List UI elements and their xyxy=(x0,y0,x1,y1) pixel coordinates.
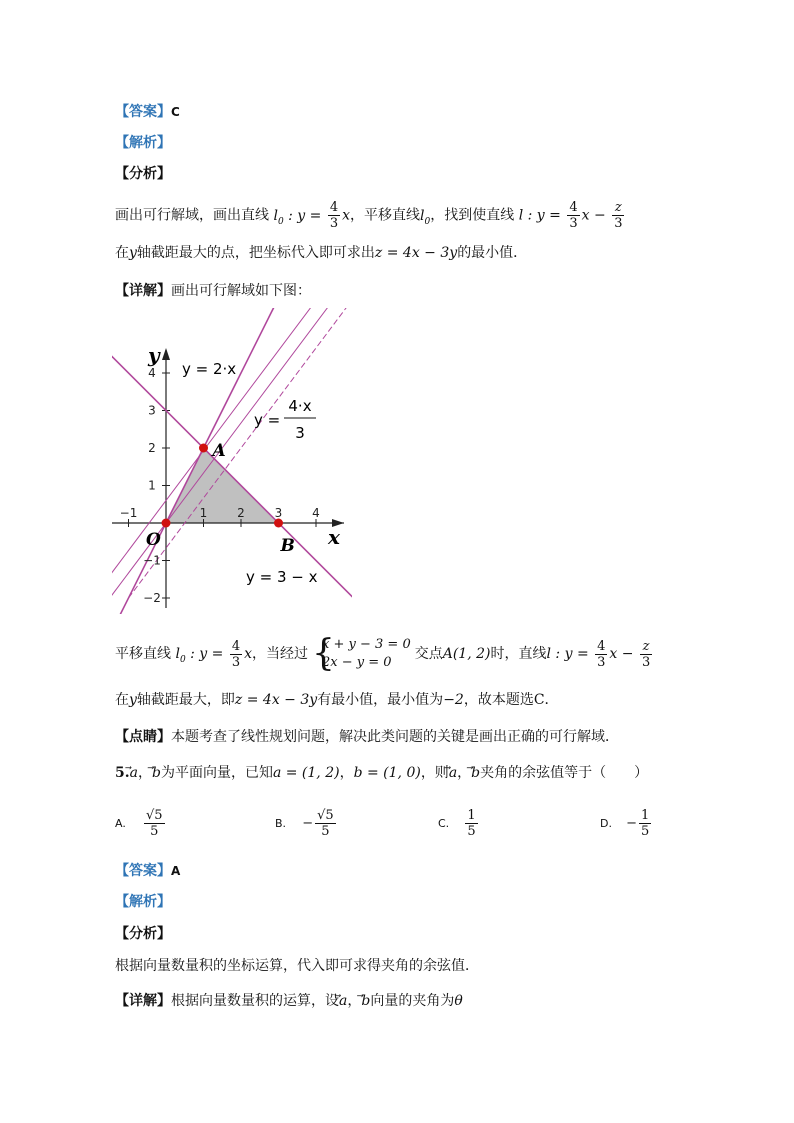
q4-jiexi-line xyxy=(115,133,171,153)
text: 轴截距最大，即 xyxy=(136,692,235,708)
x-tick-label: −1 xyxy=(119,506,138,520)
math-x: x xyxy=(342,207,351,224)
label-O: O xyxy=(146,530,161,550)
q4-dianjing-line xyxy=(115,727,619,747)
q4-fenxi-tag-line xyxy=(115,164,171,184)
q5-jiexi-line xyxy=(115,892,171,912)
text: 有最小值，最小值为 xyxy=(317,692,444,708)
y-tick-label: −2 xyxy=(143,591,161,605)
math-l0: $l_0$ : y = xyxy=(273,207,322,227)
math-y: y xyxy=(129,692,137,708)
math-minus: − xyxy=(589,207,611,224)
label-43-pre: y = xyxy=(254,411,281,429)
text: 平移直线 xyxy=(115,646,171,662)
option-c[interactable]: C. $\frac{1}{5}$ xyxy=(438,808,476,839)
text: 时，直线 xyxy=(490,646,547,662)
math-y: y xyxy=(129,245,137,261)
q5-fenxi-tag-line xyxy=(115,924,171,944)
y-tick-label: −1 xyxy=(143,553,161,568)
frac-z-3b: $\frac{z}{3}$ xyxy=(641,638,651,670)
q5-answer-line xyxy=(115,861,180,881)
math-l0c: $l_0$ : y = xyxy=(175,646,224,665)
math-x: x xyxy=(581,207,590,224)
q5-number: 5. xyxy=(115,765,130,781)
label-A: A xyxy=(212,441,226,461)
feasible-region-graph xyxy=(112,308,352,614)
text: 在 xyxy=(115,692,129,708)
text: 的最小值． xyxy=(457,245,528,261)
frac-4-3d: $\frac{4}{3}$ xyxy=(597,638,606,670)
x-tick-label: 3 xyxy=(274,506,283,520)
text: 交点 xyxy=(414,646,443,662)
label-B: B xyxy=(280,536,295,556)
math-l2: l : y = xyxy=(546,646,589,662)
dianjing-tag: 【点睛】 xyxy=(115,729,171,745)
text: 画出可行解域，画出直线 xyxy=(115,207,269,224)
point-O xyxy=(162,519,171,528)
answer-value: C xyxy=(171,105,180,119)
option-a[interactable]: A. $\frac{√5}{5}$ xyxy=(115,808,163,839)
detail-tag: 【详解】 xyxy=(115,993,171,1009)
y-tick-label: 1 xyxy=(148,478,156,493)
text: ， xyxy=(457,765,472,781)
line-l xyxy=(129,308,353,598)
frac-z-3: $\frac{z}{3}$ xyxy=(614,200,623,231)
q4-fenxi-line1 xyxy=(115,200,626,231)
x-tick-label: 2 xyxy=(237,506,245,520)
text: ，故本题选 xyxy=(463,692,534,708)
theta: θ xyxy=(454,993,463,1009)
text: ，当经过 xyxy=(252,646,309,662)
q5-detail-line xyxy=(115,991,463,1011)
text: 在 xyxy=(115,245,129,261)
text: ， xyxy=(347,993,362,1009)
frac-4-3c: $\frac{4}{3}$ xyxy=(231,638,241,670)
q4-p2-line xyxy=(115,690,559,710)
detail-text: 画出可行解域如下图： xyxy=(171,283,311,299)
text: ，平移直线 xyxy=(350,207,421,224)
a-vector: a = (1, 2) xyxy=(272,765,340,781)
vec-a: a xyxy=(129,765,138,781)
vec-a2: a xyxy=(448,765,458,781)
vec-b: b xyxy=(151,765,161,781)
jiexi-tag: 【解析】 xyxy=(115,894,171,910)
q4-p1-line xyxy=(115,633,654,674)
text: ， xyxy=(137,765,152,781)
label-y-2x: y = 2·x xyxy=(182,360,237,378)
vec-a3: a xyxy=(339,993,348,1009)
label-y-3-minus-x: y = 3 − x xyxy=(246,568,318,586)
text: ， xyxy=(339,765,354,781)
q5-stem xyxy=(115,763,648,783)
q4-answer-line xyxy=(115,102,180,122)
text: C． xyxy=(533,692,559,708)
frac-4-3b: $\frac{4}{3}$ xyxy=(569,200,578,231)
y-tick-label: 3 xyxy=(148,403,156,418)
point-A xyxy=(199,444,208,453)
y-axis-arrow xyxy=(162,348,170,360)
x-tick-label: 1 xyxy=(199,506,208,520)
math-l: l : y = xyxy=(518,207,561,224)
b-vector: b = (1, 0) xyxy=(353,765,421,781)
q5-fenxi-text-line xyxy=(115,956,479,976)
answer-value: A xyxy=(171,864,181,878)
x-axis-name: x xyxy=(328,525,340,549)
text: 夹角的余弦值等于（ ） xyxy=(480,765,649,781)
text: ，则 xyxy=(420,765,449,781)
y-tick-label: 4 xyxy=(148,366,156,380)
fenxi-text: 根据向量数量积的坐标运算，代入即可求得夹角的余弦值． xyxy=(115,958,479,974)
text: 轴截距最大的点，把坐标代入即可求出 xyxy=(136,245,375,261)
math-pointA: A(1, 2) xyxy=(442,646,491,662)
answer-tag: 【答案】 xyxy=(115,104,171,120)
option-d[interactable]: D. − $\frac{1}{5}$ xyxy=(600,808,650,839)
math-x: x xyxy=(609,646,618,662)
math-l0b: $l_0$ xyxy=(420,207,431,227)
vec-b2: b xyxy=(471,765,481,781)
text: 为平面向量，已知 xyxy=(160,765,273,781)
jiexi-tag: 【解析】 xyxy=(115,135,171,151)
math-x: x xyxy=(244,646,253,662)
text: 向量的夹角为 xyxy=(370,993,455,1009)
fenxi-tag: 【分析】 xyxy=(115,166,171,182)
equation-system: { x + y − 3 = 0 2x − y = 0 xyxy=(312,633,411,674)
y-tick-label: 2 xyxy=(148,441,156,455)
fenxi-tag: 【分析】 xyxy=(115,926,171,942)
answer-tag: 【答案】 xyxy=(115,863,171,879)
q4-fenxi-line2 xyxy=(115,243,527,263)
dianjing-text: 本题考查了线性规划问题，解决此类问题的关键是画出正确的可行解域． xyxy=(171,729,619,745)
detail-tag: 【详解】 xyxy=(115,283,171,299)
q4-detail-line xyxy=(115,281,311,301)
vec-b3: b xyxy=(361,993,371,1009)
x-tick-label: 4 xyxy=(312,506,320,520)
text: 根据向量数量积的运算，设 xyxy=(171,993,339,1009)
option-b[interactable]: B. − $\frac{√5}{5}$ xyxy=(275,808,334,839)
math-zexpr: z = 4x − 3y xyxy=(374,245,458,261)
text: ，找到使直线 xyxy=(430,207,515,224)
math-minus: − xyxy=(617,646,638,662)
frac-4-3: $\frac{4}{3}$ xyxy=(329,200,339,231)
math-minval: −2 xyxy=(443,692,464,708)
label-43-den: 3 xyxy=(295,424,305,442)
math-zexpr: z = 4x − 3y xyxy=(234,692,318,708)
label-43-num: 4·x xyxy=(288,397,312,415)
y-axis-name: y xyxy=(148,343,160,367)
